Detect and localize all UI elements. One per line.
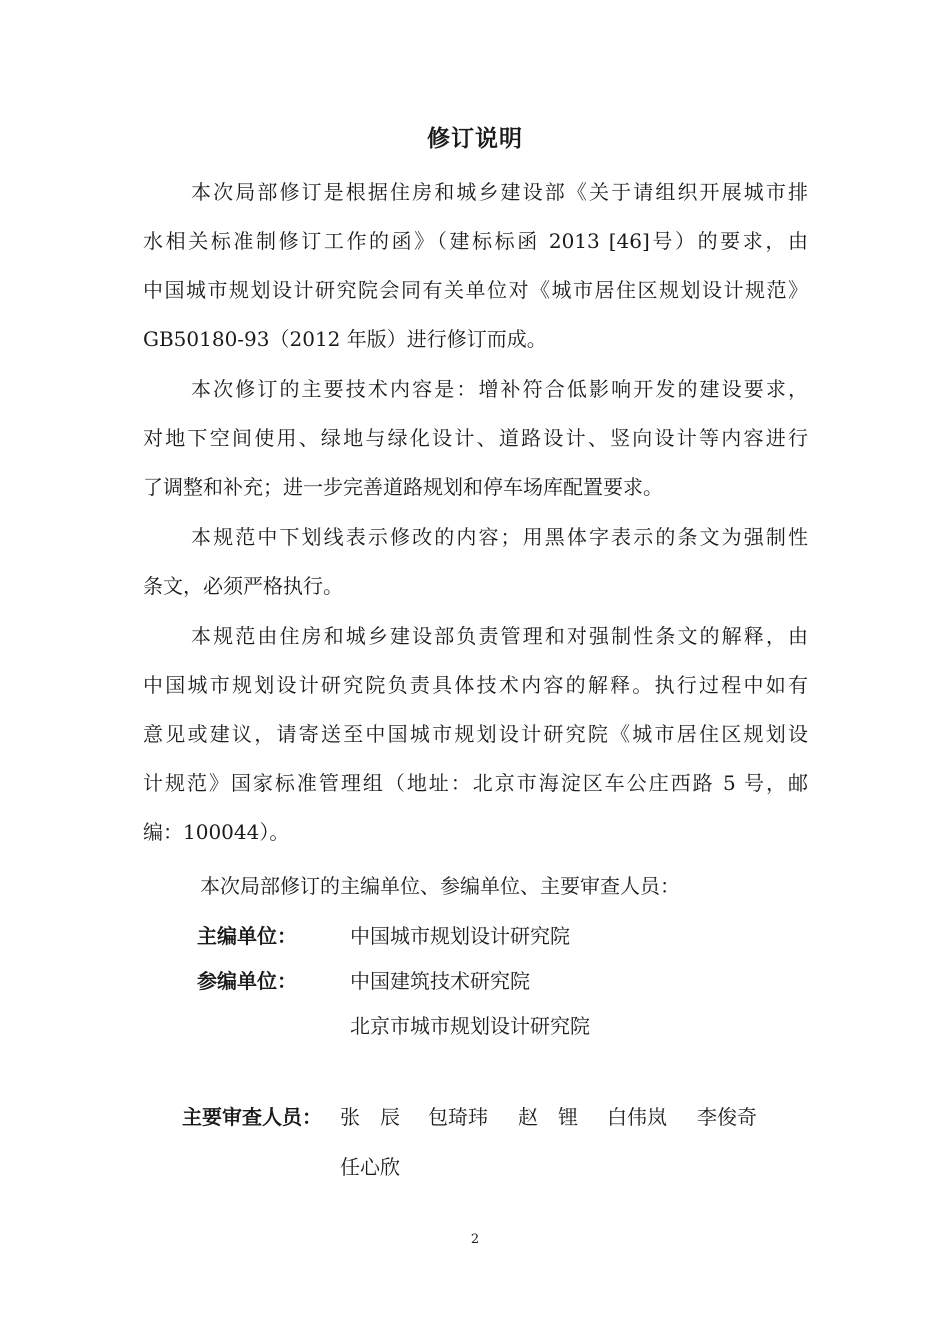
paragraph-line: 本规范中下划线表示修改的内容；用黑体字表示的条文为强制性: [191, 525, 808, 549]
paragraph-line: 水相关标准制修订工作的函》（建标标函 2013 [46]号）的要求，由: [143, 229, 808, 253]
paragraph-line: 本次局部修订是根据住房和城乡建设部《关于请组织开展城市排: [191, 180, 808, 204]
paragraph-line: 意见或建议，请寄送至中国城市规划设计研究院《城市居住区规划设: [143, 722, 808, 746]
participants-label: 参编单位：: [197, 969, 297, 993]
paragraph-line: 了调整和补充；进一步完善道路规划和停车场库配置要求。: [143, 475, 663, 499]
participant-value: 北京市城市规划设计研究院: [350, 1014, 590, 1038]
reviewer-name: 李俊奇: [697, 1105, 757, 1129]
reviewer-name: 白伟岚: [607, 1105, 667, 1129]
paragraph-line: 本规范由住房和城乡建设部负责管理和对强制性条文的解释，由: [191, 624, 808, 648]
paragraph-line: 条文，必须严格执行。: [143, 574, 343, 598]
reviewers-label: 主要审查人员：: [182, 1105, 322, 1129]
page-title: 修订说明: [427, 126, 523, 152]
paragraph-line: 中国城市规划设计研究院负责具体技术内容的解释。执行过程中如有: [143, 673, 808, 697]
reviewer-name: 任心欣: [340, 1155, 400, 1179]
units-intro: 本次局部修订的主编单位、参编单位、主要审查人员：: [200, 874, 680, 898]
reviewer-name: 张 辰: [340, 1105, 400, 1129]
paragraph-line: 对地下空间使用、绿地与绿化设计、道路设计、竖向设计等内容进行: [143, 426, 808, 450]
paragraph-line: 编：100044）。: [143, 820, 290, 844]
paragraph-line: 本次修订的主要技术内容是：增补符合低影响开发的建设要求，: [191, 377, 808, 401]
participant-value: 中国建筑技术研究院: [350, 969, 530, 993]
paragraph-line: GB50180-93（2012 年版）进行修订而成。: [143, 327, 547, 351]
chief-editor-value: 中国城市规划设计研究院: [350, 924, 570, 948]
reviewer-name: 赵 锂: [518, 1105, 578, 1129]
reviewer-name: 包琦玮: [428, 1105, 488, 1129]
paragraph-line: 计规范》国家标准管理组（地址：北京市海淀区车公庄西路 5 号，邮: [143, 771, 808, 795]
chief-editor-label: 主编单位：: [197, 924, 297, 948]
paragraph-line: 中国城市规划设计研究院会同有关单位对《城市居住区规划设计规范》: [143, 278, 808, 302]
page-number: 2: [470, 1232, 480, 1247]
